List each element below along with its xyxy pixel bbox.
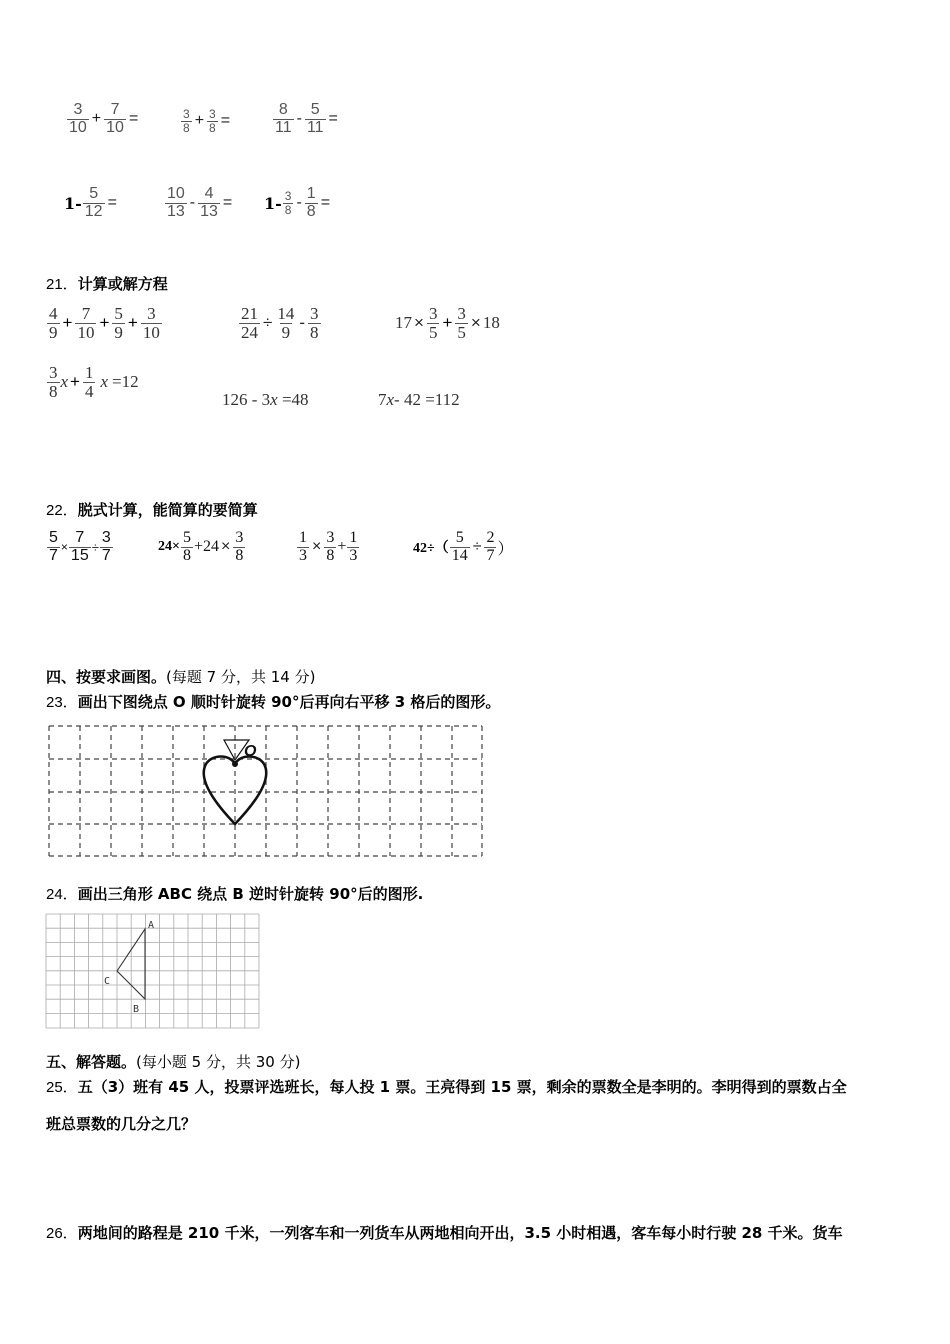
fraction-expression-5: $\frac{10}{13}$ - $\frac{4}{13}$ = bbox=[167, 185, 233, 220]
question-23-text: 23．画出下图绕点 O 顺时针旋转 90°后再向右平移 3 格后的图形。 bbox=[46, 693, 501, 711]
section-5-heading: 五、解答题。(每小题 5 分，共 30 分) bbox=[46, 1053, 301, 1071]
q22-expression-3: $\frac{1}{3}$ × $\frac{3}{8}$ + $\frac{1}{3}$ bbox=[299, 529, 358, 564]
fraction-expression-1: $\frac{3}{10}$ + $\frac{7}{10}$ = bbox=[69, 101, 139, 136]
point-o bbox=[232, 761, 238, 767]
fraction-expression-2: $\frac{3}{8}$ + $\frac{3}{8}$ = bbox=[183, 107, 231, 135]
q24-grid-figure bbox=[44, 912, 264, 1032]
question-25-line-2: 班总票数的几分之几？ bbox=[46, 1115, 197, 1133]
section-4-heading: 四、按要求画图。(每题 7 分，共 14 分) bbox=[46, 668, 316, 686]
square-grid bbox=[46, 914, 259, 1028]
q21-equation-2: 126 - 3x =48 bbox=[222, 390, 309, 409]
label-c: C bbox=[104, 976, 111, 987]
fraction-expression-4: 1- $\frac{5}{12}$ = bbox=[64, 185, 117, 220]
q21-calc-1: $\frac{4}{9}$ + $\frac{7}{10}$ + $\frac{5}{9}$ + $\frac{3}{10}$ bbox=[49, 304, 160, 342]
q22-expression-4: 42÷（ $\frac{5}{14}$ ÷ $\frac{2}{7}$ ） bbox=[413, 529, 514, 564]
question-25-line-1: 25．五（3）班有 45 人，投票评选班长，每人投 1 票。王亮得到 15 票，剩余的票数全是李明的。李明得到的票数占全 bbox=[46, 1078, 847, 1096]
q22-expression-1: $\frac{5}{7}$ × $\frac{7}{15}$ ÷ $\frac{3}{7}$ bbox=[49, 529, 111, 564]
point-o-label: O bbox=[244, 743, 257, 760]
label-b: B bbox=[133, 1004, 140, 1015]
q22-expression-2: 24× $\frac{5}{8}$ +24 × $\frac{3}{8}$ bbox=[158, 529, 244, 564]
q21-equation-3: 7x- 42 =112 bbox=[378, 390, 460, 409]
q21-equation-1: $\frac{3}{8}$ x + $\frac{1}{4}$ x =12 bbox=[49, 363, 139, 401]
q21-calc-2: $\frac{21}{24}$ ÷ $\frac{14}{9}$ - $\frac{3}{8}$ bbox=[241, 304, 319, 342]
fraction-expression-3: $\frac{8}{11}$ - $\frac{5}{11}$ = bbox=[275, 101, 338, 136]
fraction-expression-6: 1- $\frac{3}{8}$ - $\frac{1}{8}$ = bbox=[264, 185, 331, 220]
question-26-line-1: 26．两地间的路程是 210 千米，一列客车和一列货车从两地相向开出，3.5 小时相遇，客车每小时行驶 28 千米。货车 bbox=[46, 1224, 843, 1242]
question-24-text: 24．画出三角形 ABC 绕点 B 逆时针旋转 90°后的图形. bbox=[46, 885, 424, 903]
q21-calc-3: 17 × $\frac{3}{5}$ + $\frac{3}{5}$ × 18 bbox=[395, 304, 500, 342]
dashed-grid bbox=[49, 726, 482, 856]
label-a: A bbox=[148, 920, 155, 931]
q23-grid-figure bbox=[44, 722, 490, 862]
question-21-heading: 21．计算或解方程 bbox=[46, 275, 168, 293]
question-22-heading: 22．脱式计算，能简算的要简算 bbox=[46, 501, 258, 519]
